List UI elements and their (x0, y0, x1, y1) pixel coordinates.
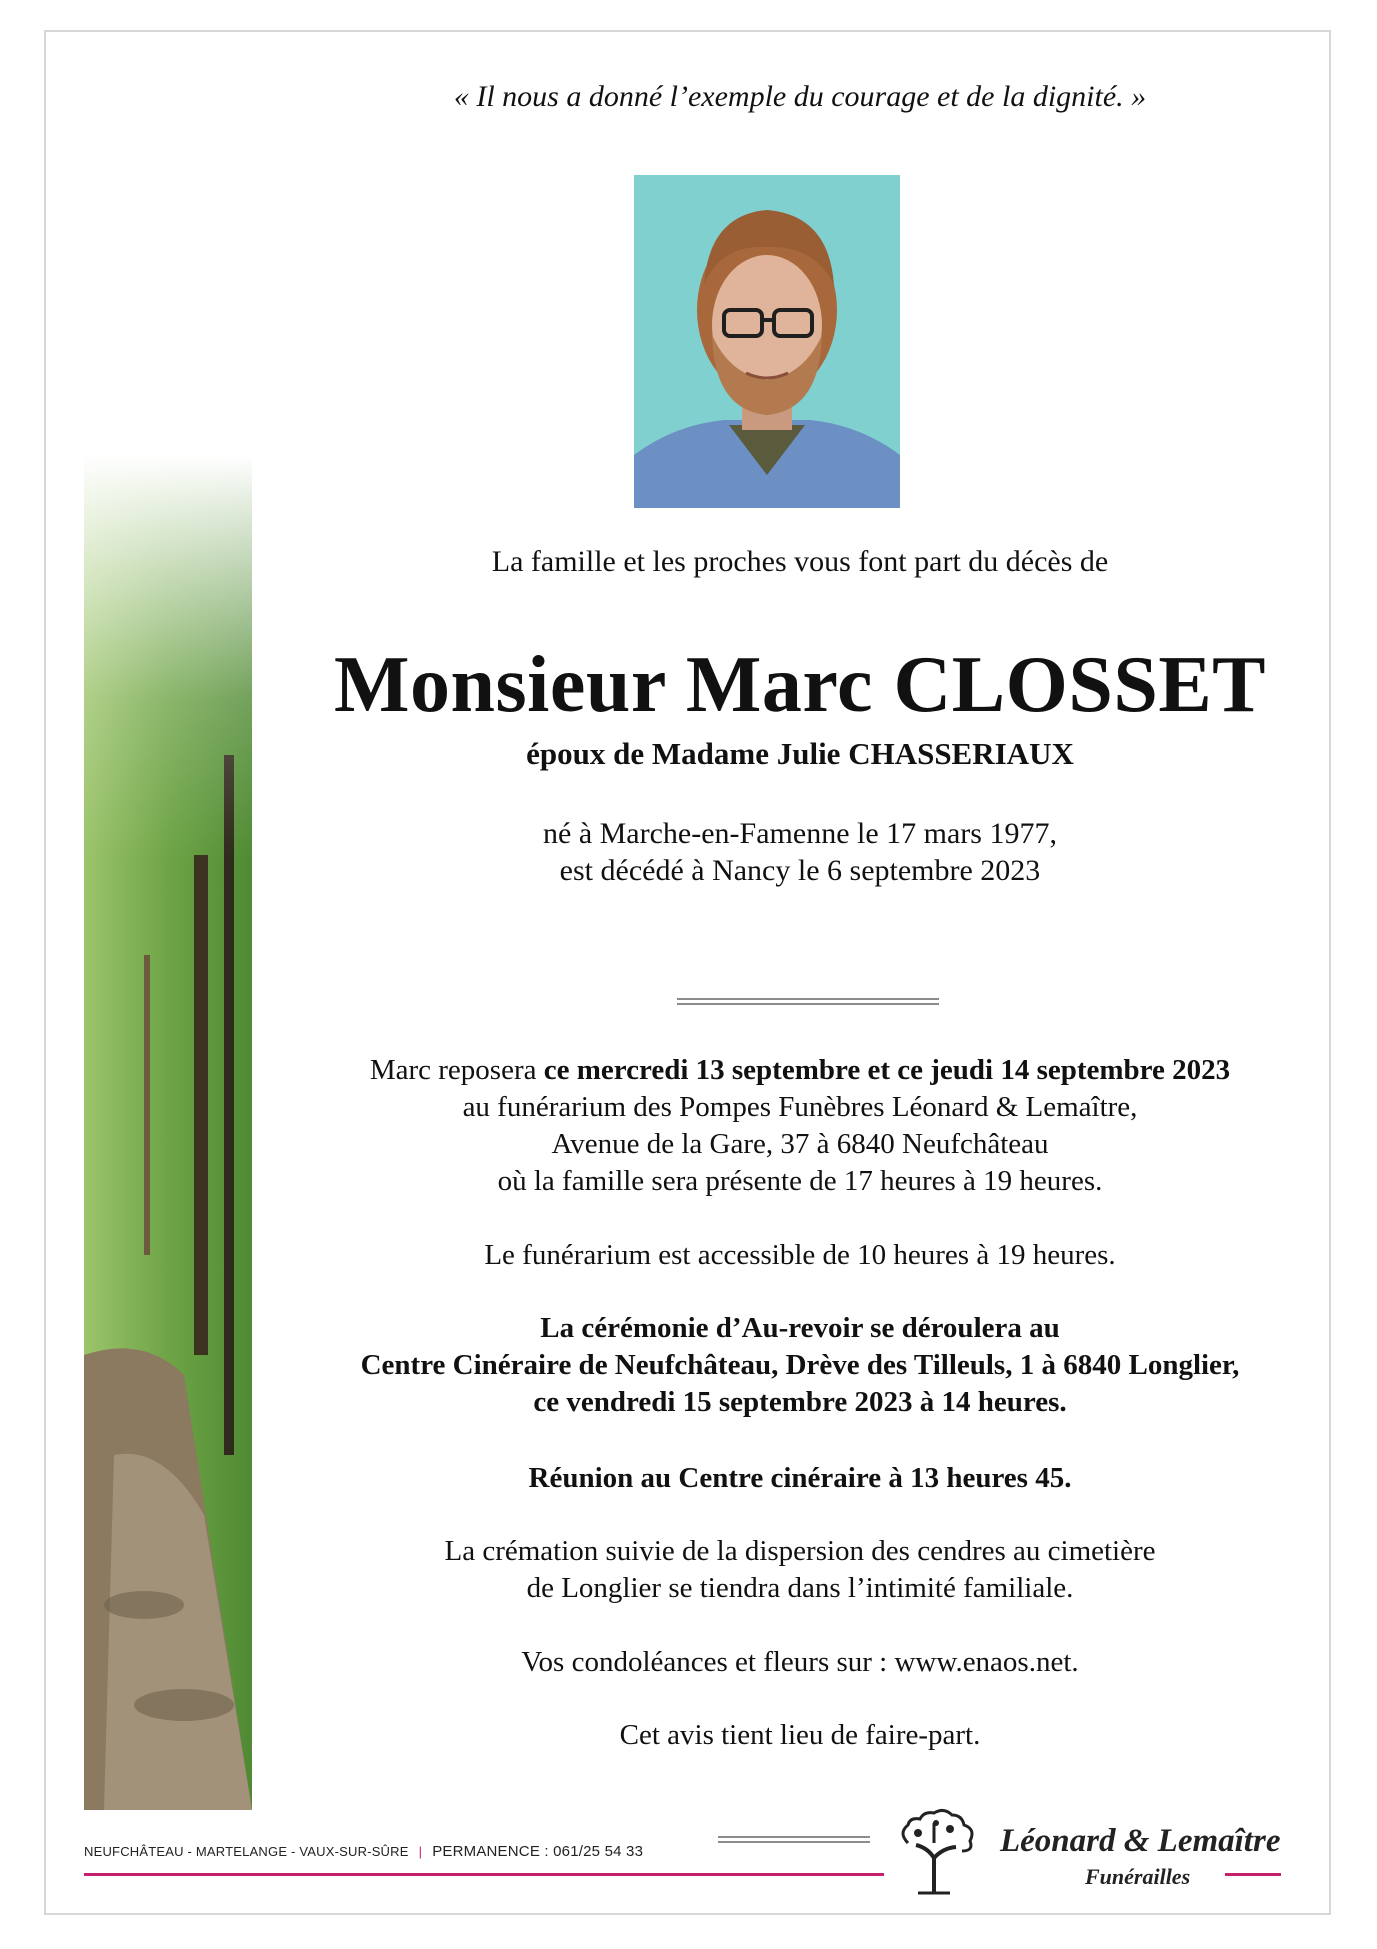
notice-text: Cet avis tient lieu de faire-part. (619, 1719, 981, 1751)
ceremony-line-2: Centre Cinéraire de Neufchâteau, Drève des Tilleuls, 1 à 6840 Longlier, (360, 1349, 1240, 1381)
deceased-name: Monsieur Marc CLOSSET (333, 641, 1267, 729)
portrait-photo (634, 175, 900, 508)
forest-path-image (84, 455, 252, 1810)
death-line: est décédé à Nancy le 6 septembre 2023 (559, 854, 1041, 887)
ceremony-line-1: La cérémonie d’Au-revoir se déroulera au (540, 1312, 1060, 1344)
rest-intro: Marc reposera (369, 1054, 544, 1086)
rest-line-4: où la famille sera présente de 17 heures à 19 heures. (497, 1165, 1103, 1197)
footer-accent-line-left (84, 1873, 884, 1876)
brand-subtitle: Funérailles (1085, 1864, 1191, 1889)
rest-line-2: au funérarium des Pompes Funèbres Léonard & Lemaître, (462, 1091, 1138, 1123)
birth-line: né à Marche-en-Famenne le 17 mars 1977, (543, 817, 1057, 850)
announcement-text: La famille et les proches vous font part du décès de (491, 545, 1109, 578)
footer-locations: NEUFCHÂTEAU - MARTELANGE - VAUX-SUR-SÛRE (84, 1844, 409, 1859)
rest-line-1 (300, 1052, 1300, 1089)
footer-contact (84, 1843, 643, 1860)
meeting-time: Réunion au Centre cinéraire à 13 heures 45. (528, 1462, 1072, 1494)
footer-double-line (718, 1836, 870, 1843)
footer-accent-line-right (1225, 1873, 1281, 1876)
ceremony-line-3: ce vendredi 15 septembre 2023 à 14 heures. (533, 1386, 1067, 1418)
epigraph-quote: « Il nous a donné l’exemple du courage et de la dignité. » (453, 80, 1147, 113)
cremation-line-2: de Longlier se tiendra dans l’intimité familiale. (526, 1572, 1074, 1604)
brand-name: Léonard & Lemaître (1000, 1823, 1281, 1859)
footer-permanence: PERMANENCE : 061/25 54 33 (432, 1843, 644, 1860)
tree-logo-icon (888, 1803, 988, 1895)
footer-separator: | (418, 1844, 423, 1859)
separator-double-line (677, 998, 939, 1005)
spouse-line: époux de Madame Julie CHASSERIAUX (526, 736, 1074, 771)
condolences-website: Vos condoléances et fleurs sur : www.enaos.net. (521, 1646, 1079, 1678)
rest-dates: ce mercredi 13 septembre et ce jeudi 14 septembre 2023 (543, 1054, 1231, 1086)
rest-line-3: Avenue de la Gare, 37 à 6840 Neufchâteau (551, 1128, 1049, 1160)
access-hours: Le funérarium est accessible de 10 heures à 19 heures. (484, 1239, 1116, 1271)
cremation-line-1: La crémation suivie de la dispersion des cendres au cimetière (444, 1535, 1156, 1567)
